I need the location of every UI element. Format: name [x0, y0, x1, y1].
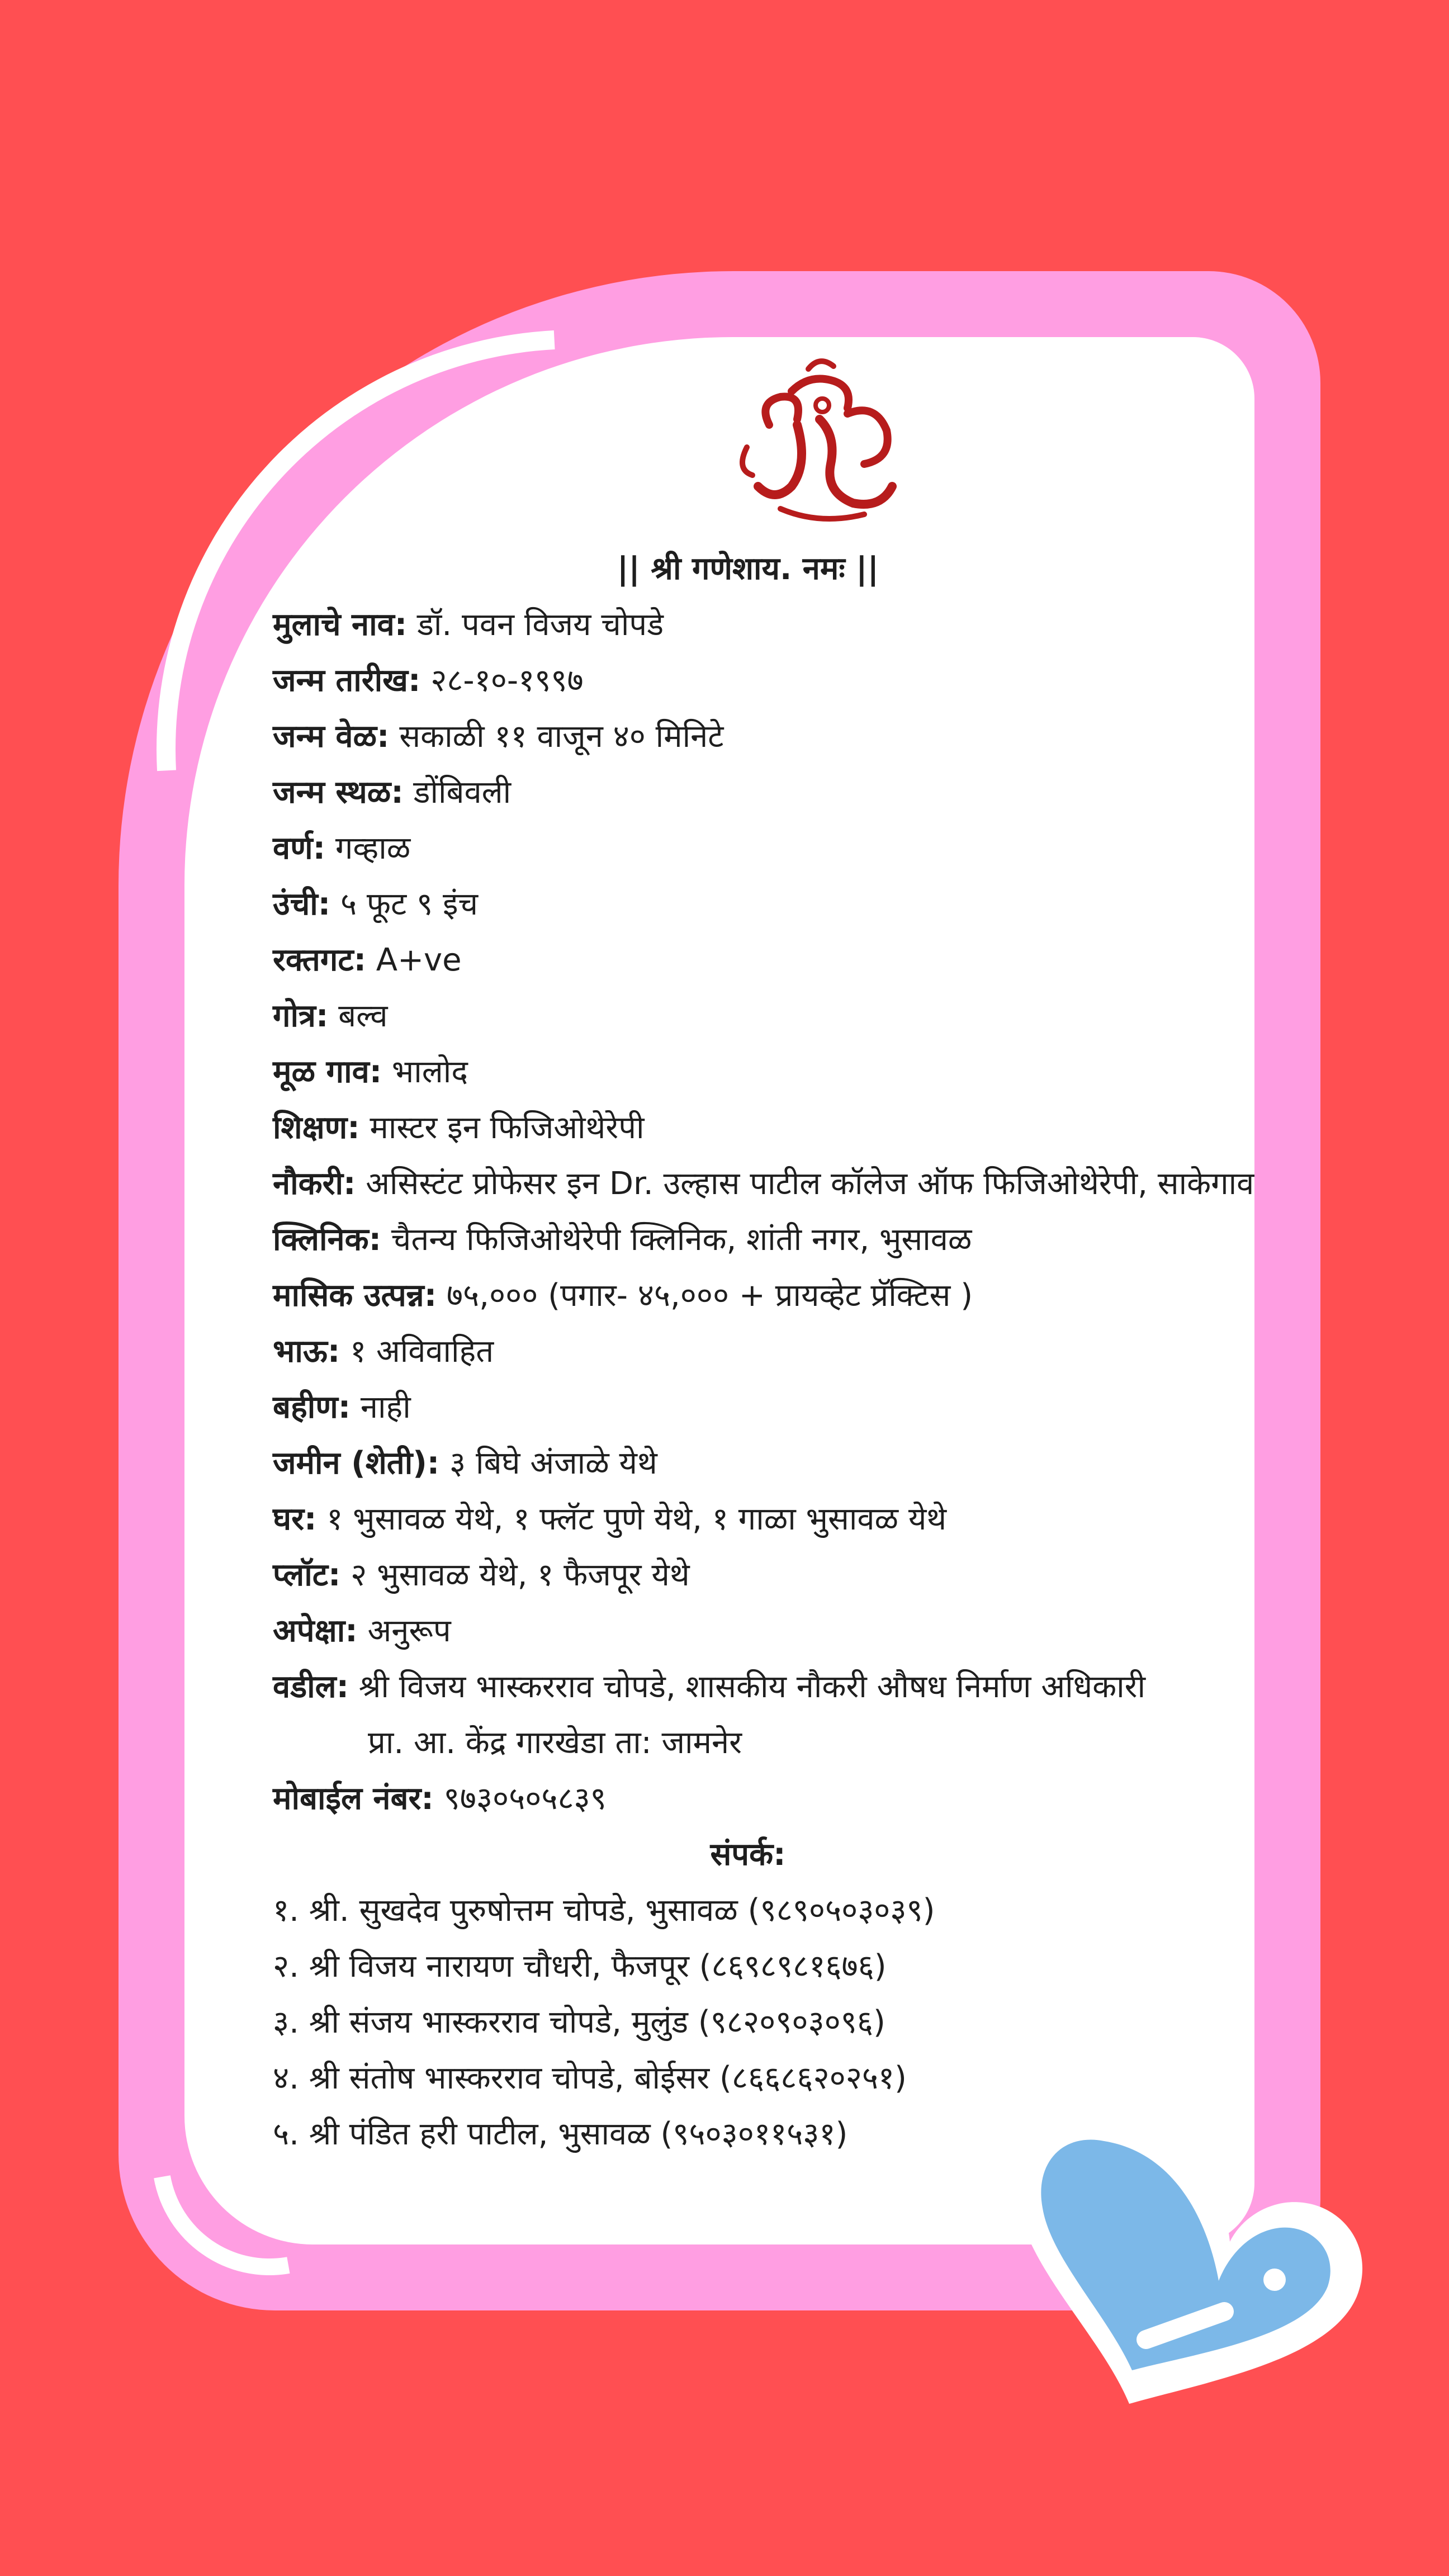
page-title: || श्री गणेशाय. नमः ||	[617, 551, 879, 587]
mobile-label: मोबाईल नंबर:	[273, 1781, 434, 1817]
detail-value: मास्टर इन फिजिओथेरेपी	[359, 1110, 645, 1146]
contact-item: २. श्री विजय नारायण चौधरी, फैजपूर (८६९८९८१६७६)	[273, 1948, 887, 1985]
contact-item: ३. श्री संजय भास्करराव चोपडे, मुलुंड (९८२०९०३०९६)	[273, 2004, 886, 2040]
detail-label: घर:	[273, 1501, 317, 1537]
detail-value: ७५,००० (पगार- ४५,००० + प्रायव्हेट प्रॅक्टिस )	[437, 1277, 973, 1314]
detail-value: २ भुसावळ येथे, १ फैजपूर येथे	[340, 1557, 690, 1593]
detail-value: सकाळी ११ वाजून ४० मिनिटे	[389, 718, 724, 755]
detail-label: नौकरी:	[273, 1166, 356, 1202]
detail-label: बहीण:	[273, 1389, 351, 1426]
detail-value: गव्हाळ	[325, 830, 411, 866]
detail-value: A+ve	[366, 942, 462, 978]
detail-row	[273, 1156, 1268, 1212]
detail-label: शिक्षण:	[273, 1110, 360, 1146]
detail-row	[273, 1603, 1268, 1659]
detail-value: २८-१०-१९९७	[420, 662, 584, 699]
detail-row	[273, 1100, 1268, 1156]
detail-value: डोंबिवली	[403, 774, 512, 811]
detail-value: चैतन्य फिजिओथेरेपी क्लिनिक, शांती नगर, भुसावळ	[381, 1221, 972, 1258]
detail-row	[273, 1547, 1268, 1603]
contacts-heading: संपर्क:	[710, 1836, 786, 1873]
detail-label: गोत्र:	[273, 998, 329, 1034]
detail-row	[273, 765, 1268, 821]
detail-row	[273, 821, 1268, 877]
contact-item: ४. श्री संतोष भास्करराव चोपडे, बोईसर (८६६८६२०२५१)	[273, 2060, 907, 2096]
detail-row	[273, 932, 1268, 988]
mobile-row	[273, 1771, 1268, 1827]
detail-row	[273, 1491, 1268, 1547]
detail-value: असिस्टंट प्रोफेसर इन Dr. उल्हास पाटील कॉलेज ऑफ फिजिओथेरेपी, साकेगाव	[356, 1166, 1254, 1202]
contact-item: ५. श्री पंडित हरी पाटील, भुसावळ (९५०३०११५३१)	[273, 2116, 848, 2152]
detail-label: मुलाचे नाव:	[273, 607, 408, 643]
detail-label: रक्तगट:	[273, 942, 366, 978]
detail-row	[273, 1212, 1268, 1268]
detail-row	[273, 1324, 1268, 1380]
detail-label: मूळ गाव:	[273, 1054, 382, 1090]
detail-row-father	[273, 1659, 1268, 1715]
detail-value: श्री विजय भास्करराव चोपडे, शासकीय नौकरी औषध निर्माण अधिकारी	[348, 1669, 1145, 1705]
detail-value: ५ फूट ९ इंच	[330, 886, 479, 922]
detail-label: मासिक उत्पन्न:	[273, 1277, 437, 1314]
detail-label: जन्म स्थळ:	[273, 774, 404, 811]
detail-row	[273, 1044, 1268, 1100]
detail-label: वर्ण:	[273, 830, 326, 866]
detail-row	[273, 653, 1268, 709]
detail-label: भाऊ:	[273, 1333, 340, 1370]
detail-label: अपेक्षा:	[273, 1613, 358, 1649]
contact-item: १. श्री. सुखदेव पुरुषोत्तम चोपडे, भुसावळ (९८९०५०३०३९)	[273, 1892, 935, 1929]
detail-label: प्लॉट:	[273, 1557, 341, 1593]
father-address: प्रा. आ. केंद्र गारखेडा ता: जामनेर	[368, 1725, 742, 1761]
biodata-content	[273, 541, 1268, 2162]
detail-row	[273, 1380, 1268, 1436]
detail-value: भालोद	[382, 1054, 468, 1090]
detail-value: डॉ. पवन विजय चोपडे	[407, 607, 664, 643]
detail-row	[273, 1436, 1268, 1491]
ganesh-logo-icon	[724, 352, 915, 531]
detail-value: १ अविवाहित	[340, 1333, 494, 1370]
detail-row	[273, 597, 1268, 653]
detail-label: उंची:	[273, 886, 331, 922]
detail-label: वडील:	[273, 1669, 349, 1705]
mobile-number: ९७३०५०५८३९	[433, 1781, 607, 1817]
detail-row	[273, 988, 1268, 1044]
detail-label: जन्म तारीख:	[273, 662, 421, 699]
detail-value: अनुरूप	[357, 1613, 451, 1649]
heart-icon	[973, 2091, 1375, 2426]
detail-row	[273, 877, 1268, 932]
detail-value: १ भुसावळ येथे, १ फ्लॅट पुणे येथे, १ गाळा भुसावळ येथे	[316, 1501, 947, 1537]
detail-row	[273, 709, 1268, 765]
detail-value: ३ बिघे अंजाळे येथे	[439, 1445, 657, 1481]
detail-label: जन्म वेळ:	[273, 718, 390, 755]
detail-row	[273, 1268, 1268, 1324]
detail-value: नाही	[351, 1389, 411, 1426]
detail-label: क्लिनिक:	[273, 1221, 381, 1258]
detail-value: बल्व	[328, 998, 388, 1034]
detail-label: जमीन (शेती):	[273, 1445, 440, 1481]
